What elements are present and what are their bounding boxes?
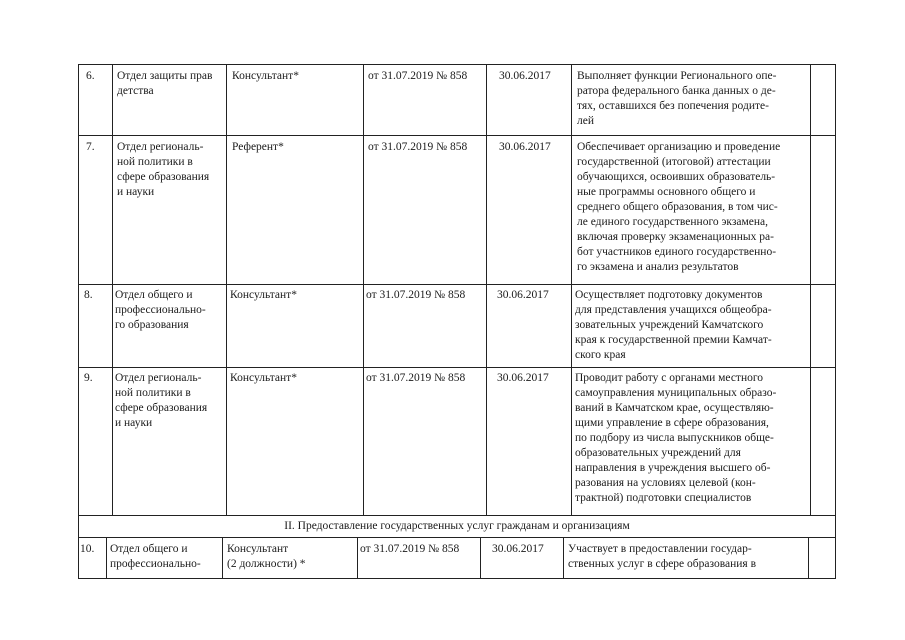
description-line: обучающихся, освоивших образователь- (577, 171, 776, 183)
description-line: зовательных учреждений Камчатского (575, 319, 764, 331)
description-line: Участвует в предоставлении государ- (568, 543, 752, 555)
row-number: 7. (86, 141, 95, 153)
position-cell (230, 288, 297, 303)
department-line: го образования (115, 319, 189, 331)
row-rule (78, 367, 836, 368)
row-number: 9. (84, 372, 93, 384)
description-line: ственных услуг в сфере образования в (568, 558, 756, 570)
position-line: Консультант* (232, 70, 299, 82)
description-cell (577, 140, 780, 275)
position-line: Консультант* (230, 289, 297, 301)
column-rule (480, 537, 481, 578)
column-rule (78, 64, 79, 578)
column-rule (486, 64, 487, 515)
description-line: бот участников единого государственно- (577, 246, 777, 258)
column-rule (357, 537, 358, 578)
department-line: профессионально- (115, 304, 206, 316)
column-rule (563, 537, 564, 578)
description-line: образовательных учреждений для (575, 447, 741, 459)
column-rule (222, 537, 223, 578)
department-line: детства (117, 85, 154, 97)
column-rule (106, 537, 107, 578)
description-line: ратора федерального банка данных о де- (577, 85, 776, 97)
description-line: включая проверку экзаменационных ра- (577, 231, 774, 243)
date-cell: 30.06.2017 (497, 372, 549, 384)
order-cell: от 31.07.2019 № 858 (366, 372, 466, 384)
position-line: Консультант (227, 543, 289, 555)
department-line: сфере образования (115, 402, 208, 414)
row-rule (78, 537, 836, 538)
description-line: разования на условиях целевой (кон- (575, 477, 756, 489)
description-line: ле единого государственного экзамена, (577, 216, 769, 228)
department-line: и науки (117, 186, 155, 198)
description-line: го экзамена и анализ результатов (577, 261, 739, 273)
description-cell (577, 69, 776, 129)
column-rule (810, 64, 811, 515)
description-line: самоуправления муниципальных образо- (575, 387, 777, 399)
row-rule (78, 284, 836, 285)
department-line: ной политики в (115, 387, 191, 399)
description-line: государственной (итоговой) аттестации (577, 156, 771, 168)
date-cell: 30.06.2017 (492, 543, 544, 555)
position-cell (227, 542, 306, 572)
department-line: профессионально- (110, 558, 201, 570)
description-line: лей (577, 115, 594, 127)
order-cell: от 31.07.2019 № 858 (368, 141, 468, 153)
department-line: ной политики в (117, 156, 193, 168)
row-number: 10. (80, 543, 95, 555)
department-line: и науки (115, 417, 153, 429)
position-line: Консультант* (230, 372, 297, 384)
department-line: Отдел региональ- (117, 141, 204, 153)
department-line: Отдел региональ- (115, 372, 202, 384)
date-cell: 30.06.2017 (497, 289, 549, 301)
section-heading: II. Предоставление государственных услуг гражданам и организациям (284, 520, 630, 532)
description-cell (575, 288, 772, 363)
description-line: ные программы основного общего и (577, 186, 756, 198)
column-rule (835, 64, 836, 578)
description-line: ваний в Камчатском крае, осуществляю- (575, 402, 774, 414)
column-rule (226, 64, 227, 515)
department-cell (115, 288, 206, 333)
description-line: по подбору из числа выпускников обще- (575, 432, 774, 444)
description-line: Проводит работу с органами местного (575, 372, 764, 384)
description-cell (575, 371, 776, 506)
row-rule (78, 64, 836, 65)
position-cell (232, 69, 299, 84)
description-line: трактной) подготовки специалистов (575, 492, 752, 504)
row-number: 6. (86, 70, 95, 82)
department-line: Отдел общего и (115, 289, 193, 301)
position-cell (232, 140, 284, 155)
department-line: Отдел защиты прав (117, 70, 213, 82)
row-rule (78, 135, 836, 136)
description-line: направления в учреждения высшего об- (575, 462, 771, 474)
row-rule (78, 578, 836, 579)
department-line: Отдел общего и (110, 543, 188, 555)
description-line: Выполняет функции Регионального опе- (577, 70, 777, 82)
row-number: 8. (84, 289, 93, 301)
description-line: Осуществляет подготовку документов (575, 289, 763, 301)
date-cell: 30.06.2017 (499, 70, 551, 82)
description-line: среднего общего образования, в том чис- (577, 201, 778, 213)
position-line: Референт* (232, 141, 284, 153)
row-rule (78, 515, 836, 516)
department-cell (117, 140, 209, 200)
description-line: ского края (575, 349, 626, 361)
column-rule (808, 537, 809, 578)
column-rule (112, 64, 113, 515)
description-line: щими управление в сфере образования, (575, 417, 769, 429)
description-line: края к государственной премии Камчат- (575, 334, 772, 346)
order-cell: от 31.07.2019 № 858 (366, 289, 466, 301)
description-line: Обеспечивает организацию и проведение (577, 141, 781, 153)
date-cell: 30.06.2017 (499, 141, 551, 153)
position-line: (2 должности) * (227, 558, 306, 570)
description-cell (568, 542, 756, 572)
description-line: тях, оставшихся без попечения родите- (577, 100, 769, 112)
order-cell: от 31.07.2019 № 858 (368, 70, 468, 82)
column-rule (363, 64, 364, 515)
department-cell (115, 371, 207, 431)
column-rule (571, 64, 572, 515)
department-line: сфере образования (117, 171, 210, 183)
description-line: для представления учащихся общеобра- (575, 304, 772, 316)
department-cell (110, 542, 201, 572)
order-cell: от 31.07.2019 № 858 (360, 543, 460, 555)
position-cell (230, 371, 297, 386)
department-cell (117, 69, 212, 99)
